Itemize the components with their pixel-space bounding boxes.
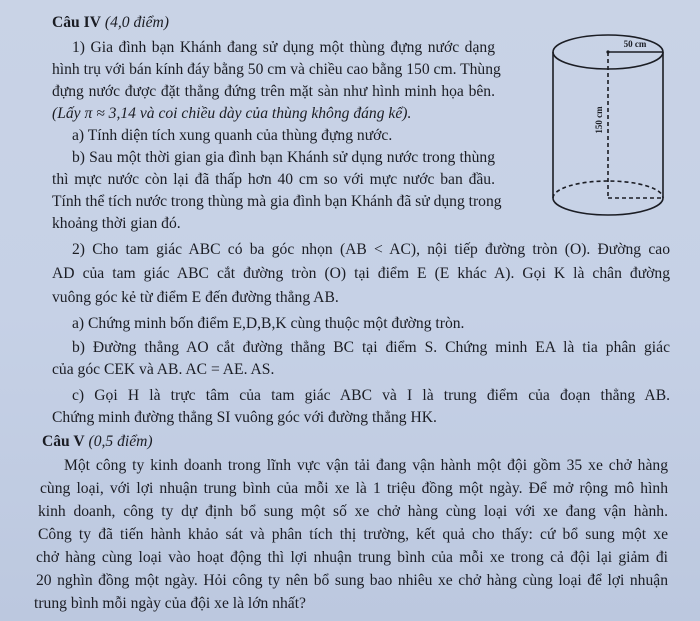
q4-p1-line-1: 1) Gia đình bạn Khánh đang sử dụng một thùng đựng nước dạng (72, 39, 495, 56)
question-5-title: Câu V (42, 433, 85, 450)
q4-p2-line-2: AD của tam giác ABC cắt đường tròn (O) tại điểm E (E khác A). Gọi K là chân đường (52, 265, 670, 282)
q4-p1-part-b-line-1: b) Sau một thời gian gia đình bạn Khánh sử dụng nước trong thùng (72, 149, 495, 166)
q4-p1-part-b-line-4: khoảng thời gian đó. (52, 215, 181, 232)
q5-line-6: 20 nghìn đồng một ngày. Hỏi công ty nên bổ sung bao nhiêu xe chở hàng cùng loại để lợi nhuận (36, 572, 668, 589)
question-5-points: (0,5 điểm) (88, 433, 153, 450)
q5-line-7: trung bình mỗi ngày của đội xe là lớn nhất? (34, 595, 306, 612)
q5-line-2: cùng loại, với lợi nhuận trung bình của mỗi xe là 1 triệu đồng một ngày. Để mở rộng mô hình (40, 480, 668, 497)
q5-line-1: Một công ty kinh doanh trong lĩnh vực vận tải đang vận hành một đội gồm 35 xe chở hàng (64, 457, 668, 474)
q5-line-5: chở hàng cùng loại vào hoạt động thì lợi nhuận trung bình của mỗi xe trong cả đội lại giảm đi (36, 549, 668, 566)
radius-label: 50 cm (623, 39, 647, 49)
q4-p1-line-4: (Lấy π ≈ 3,14 và coi chiều dày của thùng không đáng kể). (52, 105, 412, 122)
height-label: 150 cm (594, 106, 604, 134)
cylinder-diagram (540, 30, 680, 230)
question-4-heading (52, 13, 169, 33)
q4-p2-part-c-line-1: c) Gọi H là trực tâm của tam giác ABC và I là trung điểm của đoạn thẳng AB. (72, 387, 670, 404)
q4-p2-part-b-line-1: b) Đường thẳng AO cắt đường thẳng BC tại điểm S. Chứng minh EA là tia phân giác (72, 339, 670, 356)
question-4-title: Câu IV (52, 14, 101, 31)
q4-p1-part-b-line-2: thì mực nước còn lại đã thấp hơn 40 cm so với mực nước ban đầu. (52, 171, 495, 188)
q4-p1-line-2: hình trụ với bán kính đáy bằng 50 cm và chiều cao bằng 150 cm. Thùng (52, 61, 501, 78)
q4-p1-line-3: đựng nước được đặt thẳng đứng trên mặt sàn như hình minh họa bên. (52, 83, 495, 100)
q5-line-4: Công ty đã tiến hành khảo sát và phân tích thị trường, kết quả cho thấy: cứ bổ sung một xe (38, 526, 668, 543)
q4-p2-line-1: 2) Cho tam giác ABC có ba góc nhọn (AB < AC), nội tiếp đường tròn (O). Đường cao (72, 241, 670, 258)
question-4-points: (4,0 điểm) (104, 14, 169, 31)
question-5-heading (42, 432, 153, 452)
q4-p1-part-b-line-3: Tính thể tích nước trong thùng mà gia đình bạn Khánh đã sử dụng trong (52, 193, 502, 210)
q4-p2-part-b-line-2: của góc CEK và AB. AC = AE. AS. (52, 361, 275, 378)
q4-p2-line-3: vuông góc kẻ từ điểm E đến đường thẳng AB. (52, 289, 339, 306)
cylinder-figure (540, 30, 680, 230)
q4-p1-part-a: a) Tính diện tích xung quanh của thùng đựng nước. (72, 127, 393, 144)
q5-line-3: kinh doanh, công ty dự định bổ sung một số xe chở hàng cùng loại với xe đang vận hành. (38, 503, 668, 520)
q4-p2-part-c-line-2: Chứng minh đường thẳng SI vuông góc với đường thẳng HK. (52, 409, 437, 426)
q4-p2-part-a: a) Chứng minh bốn điểm E,D,B,K cùng thuộc một đường tròn. (72, 315, 465, 332)
